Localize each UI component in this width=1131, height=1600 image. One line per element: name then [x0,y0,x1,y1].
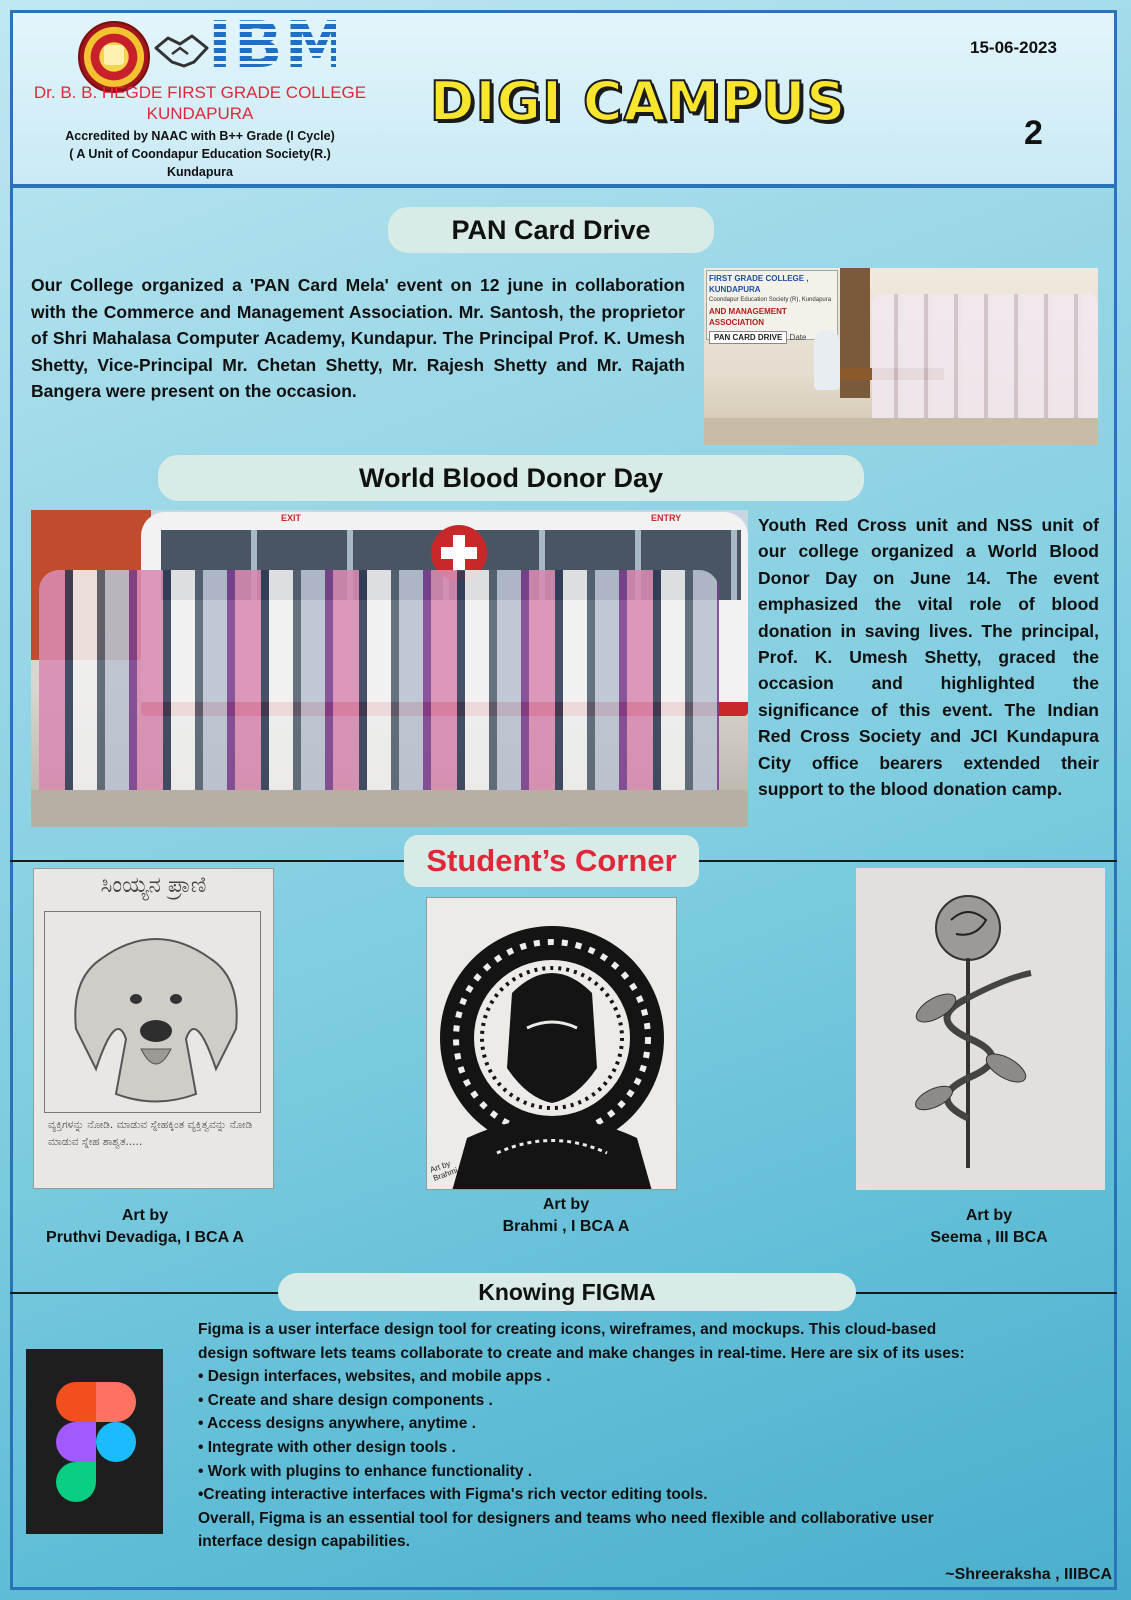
figma-logo-middle-left [56,1422,96,1462]
figma-conclusion: Overall, Figma is an essential tool for designers and teams who need flexible and collaborative user interface design capabilities. [198,1509,934,1551]
pan-card-photo [704,268,1098,445]
art-rose-caption [864,1205,1114,1249]
art-mandala-caption [441,1194,691,1238]
photo-entry-label: ENTRY [651,513,682,523]
pan-card-heading: PAN Card Drive [388,207,714,253]
accreditation-text: Accredited by NAAC with B++ Grade (I Cycle) [65,129,335,143]
art-mandala-portrait [426,897,677,1190]
pan-sign-date: Date [789,333,807,342]
figma-intro: Figma is a user interface design tool for creating icons, wireframes, and mockups. This cloud-based design software lets teams collaborate to create and make changes in real-time. Here are six of its uses: [198,1321,965,1362]
college-name-line2: KUNDAPURA [146,104,254,123]
figma-use-2: • Create and share design components . [198,1391,493,1409]
page-number: 2 [1024,114,1043,152]
dog-sketch-title: ಸಿಂಯ್ಯನ ಪ್ರಾಣಿ [100,873,207,898]
issue-date: 15-06-2023 [970,38,1057,57]
figma-use-5: • Work with plugins to enhance functionality . [198,1462,533,1480]
art-rose-caption-line2: Seema , III BCA [930,1229,1048,1246]
mandala-signature: Art by Brahmi [428,1158,459,1183]
figma-logo-middle-right [96,1422,136,1462]
students-corner-heading: Student’s Corner [404,835,699,887]
art-dog-caption-line1: Art by [121,1207,169,1224]
ibm-logo: IBM [208,9,351,83]
photo-seated-person [814,330,840,390]
handshake-icon [154,26,209,76]
art-dog-sketch [33,868,274,1189]
pan-sign: PAN CARD DRIVE [709,331,787,344]
photo-floor [704,418,1098,445]
photo-people-group [39,570,719,800]
college-name-line1: Dr. B. B. HEGDE FIRST GRADE COLLEGE [33,83,367,102]
art-dog-caption [20,1205,270,1249]
figma-logo [26,1349,163,1534]
college-details [30,127,370,181]
place-text: Kundapura [167,165,233,179]
unit-text: ( A Unit of Coondapur Education Society(R.) [69,147,331,161]
newsletter-title: DIGI CAMPUS [429,70,847,133]
figma-text-block [198,1318,988,1554]
art-dog-caption-line2: Pruthvi Devadiga, I BCA A [46,1229,244,1246]
banner-line1: FIRST GRADE COLLEGE , KUNDAPURA [709,274,809,294]
art-rose-snake [856,868,1105,1190]
art-rose-caption-line1: Art by [965,1207,1013,1224]
figma-logo-bottom [56,1462,96,1502]
blood-donor-body: Youth Red Cross unit and NSS unit of our college organized a World Blood Donor Day on June 14. The event emphasized the vital role of blood donation in saving lives. The principal, Prof. K. Umesh Shetty, graced the occasion and highlighted the significance of this event. The Indian Red Cross Society and JCI Kundapura City office bearers extended their support to the blood donation camp. [758,515,1099,800]
mandala-drawing [427,898,677,1190]
blood-donor-photo [31,510,748,827]
figma-use-4: • Integrate with other design tools . [198,1438,456,1456]
figma-heading: Knowing FIGMA [278,1273,856,1311]
banner-line3: AND MANAGEMENT ASSOCIATION [709,307,787,327]
photo-banner [706,270,838,340]
figma-logo-top-right [96,1382,136,1422]
figma-use-3: • Access designs anywhere, anytime . [198,1415,476,1433]
pan-card-body: Our College organized a 'PAN Card Mela' event on 12 june in collaboration with the Commerce and Management Association. Mr. Santosh, the proprietor of Shri Mahalasa Computer Academy, Kundapur. The Principal Prof. K. Umesh Shetty, Vice-Principal Mr. Chetan Shetty, Mr. Rajesh Shetty and Mr. Rajath Bangera were present on the occasion. [31,275,685,401]
art-mandala-caption-line2: Brahmi , I BCA A [502,1218,630,1235]
photo-ground [31,790,748,827]
rose-snake-drawing [856,868,1105,1190]
college-name [30,82,370,124]
banner-line2: Coondapur Education Society (R), Kundapura [709,297,832,303]
figma-use-1: • Design interfaces, websites, and mobile apps . [198,1368,551,1386]
dog-sketch-caption: ವ್ಯಕ್ತಿಗಳನ್ನು ನೋಡಿ. ಮಾಡುವ ಸ್ನೇಹಕ್ಕಿಂತ ವ್ಯಕ್ತಿತ್ವವನ್ನು ನೋಡಿ ಮಾಡುವ ಸ್ನೇಹ ಶಾಶ್ವತ..... [48,1119,253,1148]
blood-donor-heading: World Blood Donor Day [158,455,864,501]
figma-use-6: •Creating interactive interfaces with Figma's rich vector editing tools. [198,1486,708,1504]
dog-drawing [56,919,256,1109]
figma-author: ~Shreeraksha , IIIBCA [945,1566,1112,1583]
art-mandala-caption-line1: Art by [542,1196,590,1213]
photo-exit-label: EXIT [281,513,302,523]
figma-logo-top-left [56,1382,96,1422]
